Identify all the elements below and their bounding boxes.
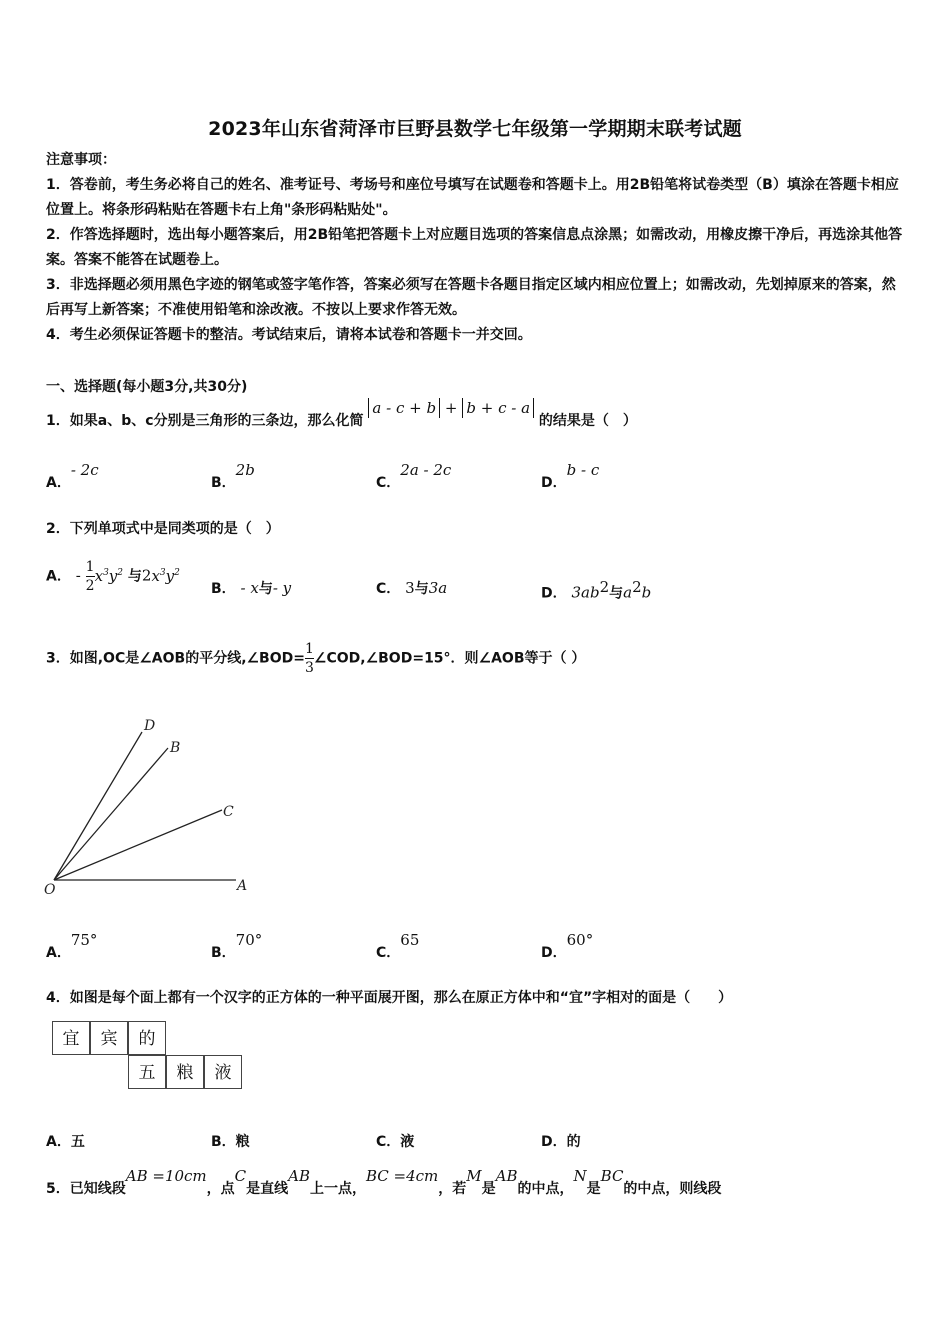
label-d: D — [144, 718, 156, 734]
label-a: A — [237, 878, 248, 894]
net-face-bin: 宾 — [90, 1021, 128, 1055]
label-c: C — [223, 804, 234, 820]
question-4-stem: 4．如图是每个面上都有一个汉字的正方体的一种平面展开图，那么在原正方体中和“宜”字相对的面是（ ） — [46, 990, 733, 1006]
notice-item-4: 4．考生必须保证答题卡的整洁。考试结束后，请将本试卷和答题卡一并交回。 — [46, 327, 532, 343]
ray-ob — [54, 748, 168, 880]
q1-option-b[interactable]: B．2b — [211, 461, 255, 491]
ray-od — [54, 732, 142, 880]
q4-option-b[interactable]: B．粮 — [211, 1134, 250, 1150]
page-title: 2023年山东省菏泽市巨野县数学七年级第一学期期末联考试题 — [208, 118, 742, 140]
q2-option-a[interactable]: A． - $\frac{1}{2}$ $x^3y^2$ 与$2x^3y^2$ — [46, 559, 180, 594]
cube-net — [52, 1021, 252, 1093]
q2-option-d[interactable]: D． $3ab^2$与$a^2b$ — [541, 578, 652, 602]
section-heading: 一、选择题(每小题3分,共30分) — [46, 379, 248, 395]
net-face-wu: 五 — [128, 1055, 166, 1089]
notice-item-3: 3．非选择题必须用黑色字迹的钢笔或签字笔作答，答案必须写在答题卡各题目指定区域内相应位置上；如需改动，先划掉原来的答案，然后再写上新答案；不准使用铅笔和涂改液。不按以上要求作答无效。 — [46, 277, 896, 318]
q1-option-a[interactable]: A．- 2c — [46, 461, 99, 491]
notice-item-2: 2．作答选择题时，选出每小题答案后，用2B铅笔把答题卡上对应题目选项的答案信息点涂黑；如需改动，用橡皮擦干净后，再选涂其他答案。答案不能答在试题卷上。 — [46, 227, 903, 268]
q4-option-a[interactable]: A．五 — [46, 1134, 85, 1150]
q3-option-d[interactable]: D．60° — [541, 931, 594, 961]
net-face-ye: 液 — [204, 1055, 242, 1089]
question-5-stem: 5．已知线段AB =10cm，点C是直线AB上一点，BC =4cm，若M是AB的中点，N是BC的中点，则线段 — [46, 1167, 722, 1197]
q4-option-c[interactable]: C．液 — [376, 1134, 415, 1150]
fraction-one-third: $\frac{1}{3}$ — [305, 641, 314, 676]
question-2-stem: 2．下列单项式中是同类项的是（ ） — [46, 521, 280, 537]
net-face-liang: 粮 — [166, 1055, 204, 1089]
notice-heading: 注意事项： — [46, 152, 116, 168]
q2-option-c[interactable]: C． 3与3a — [376, 579, 448, 597]
net-face-de: 的 — [128, 1021, 166, 1055]
label-b: B — [170, 740, 181, 756]
net-face-yi: 宜 — [52, 1021, 90, 1055]
q2-option-b[interactable]: B． - x与- y — [211, 579, 292, 597]
q3-option-b[interactable]: B．70° — [211, 931, 263, 961]
ray-oc — [54, 810, 222, 880]
q1-option-c[interactable]: C．2a - 2c — [376, 461, 452, 491]
angle-figure — [40, 712, 260, 902]
q3-option-c[interactable]: C．65 — [376, 931, 420, 961]
abs-expression-1: a - c + b — [368, 398, 440, 418]
q3-option-a[interactable]: A．75° — [46, 931, 98, 961]
notice-block — [46, 148, 908, 348]
abs-expression-2: b + c - a — [462, 398, 534, 418]
question-1-stem: 1．如果a、b、c分别是三角形的三条边，那么化简 a - c + b + b + c - a 的结果是（ ） — [46, 399, 637, 429]
q4-option-d[interactable]: D．的 — [541, 1134, 581, 1150]
q1-option-d[interactable]: D．b - c — [541, 461, 600, 491]
question-3-stem: 3．如图,OC是∠AOB的平分线,∠BOD= $\frac{1}{3}$ ∠COD,∠BOD=15°．则∠AOB等于（ ） — [46, 641, 586, 676]
fraction-one-half: $\frac{1}{2}$ — [85, 559, 95, 594]
label-o: O — [44, 882, 56, 898]
notice-item-1: 1．答卷前，考生务必将自己的姓名、准考证号、考场号和座位号填写在试题卷和答题卡上。用2B铅笔将试卷类型（B）填涂在答题卡相应位置上。将条形码粘贴在答题卡右上角"条形码粘贴处"。 — [46, 177, 899, 218]
